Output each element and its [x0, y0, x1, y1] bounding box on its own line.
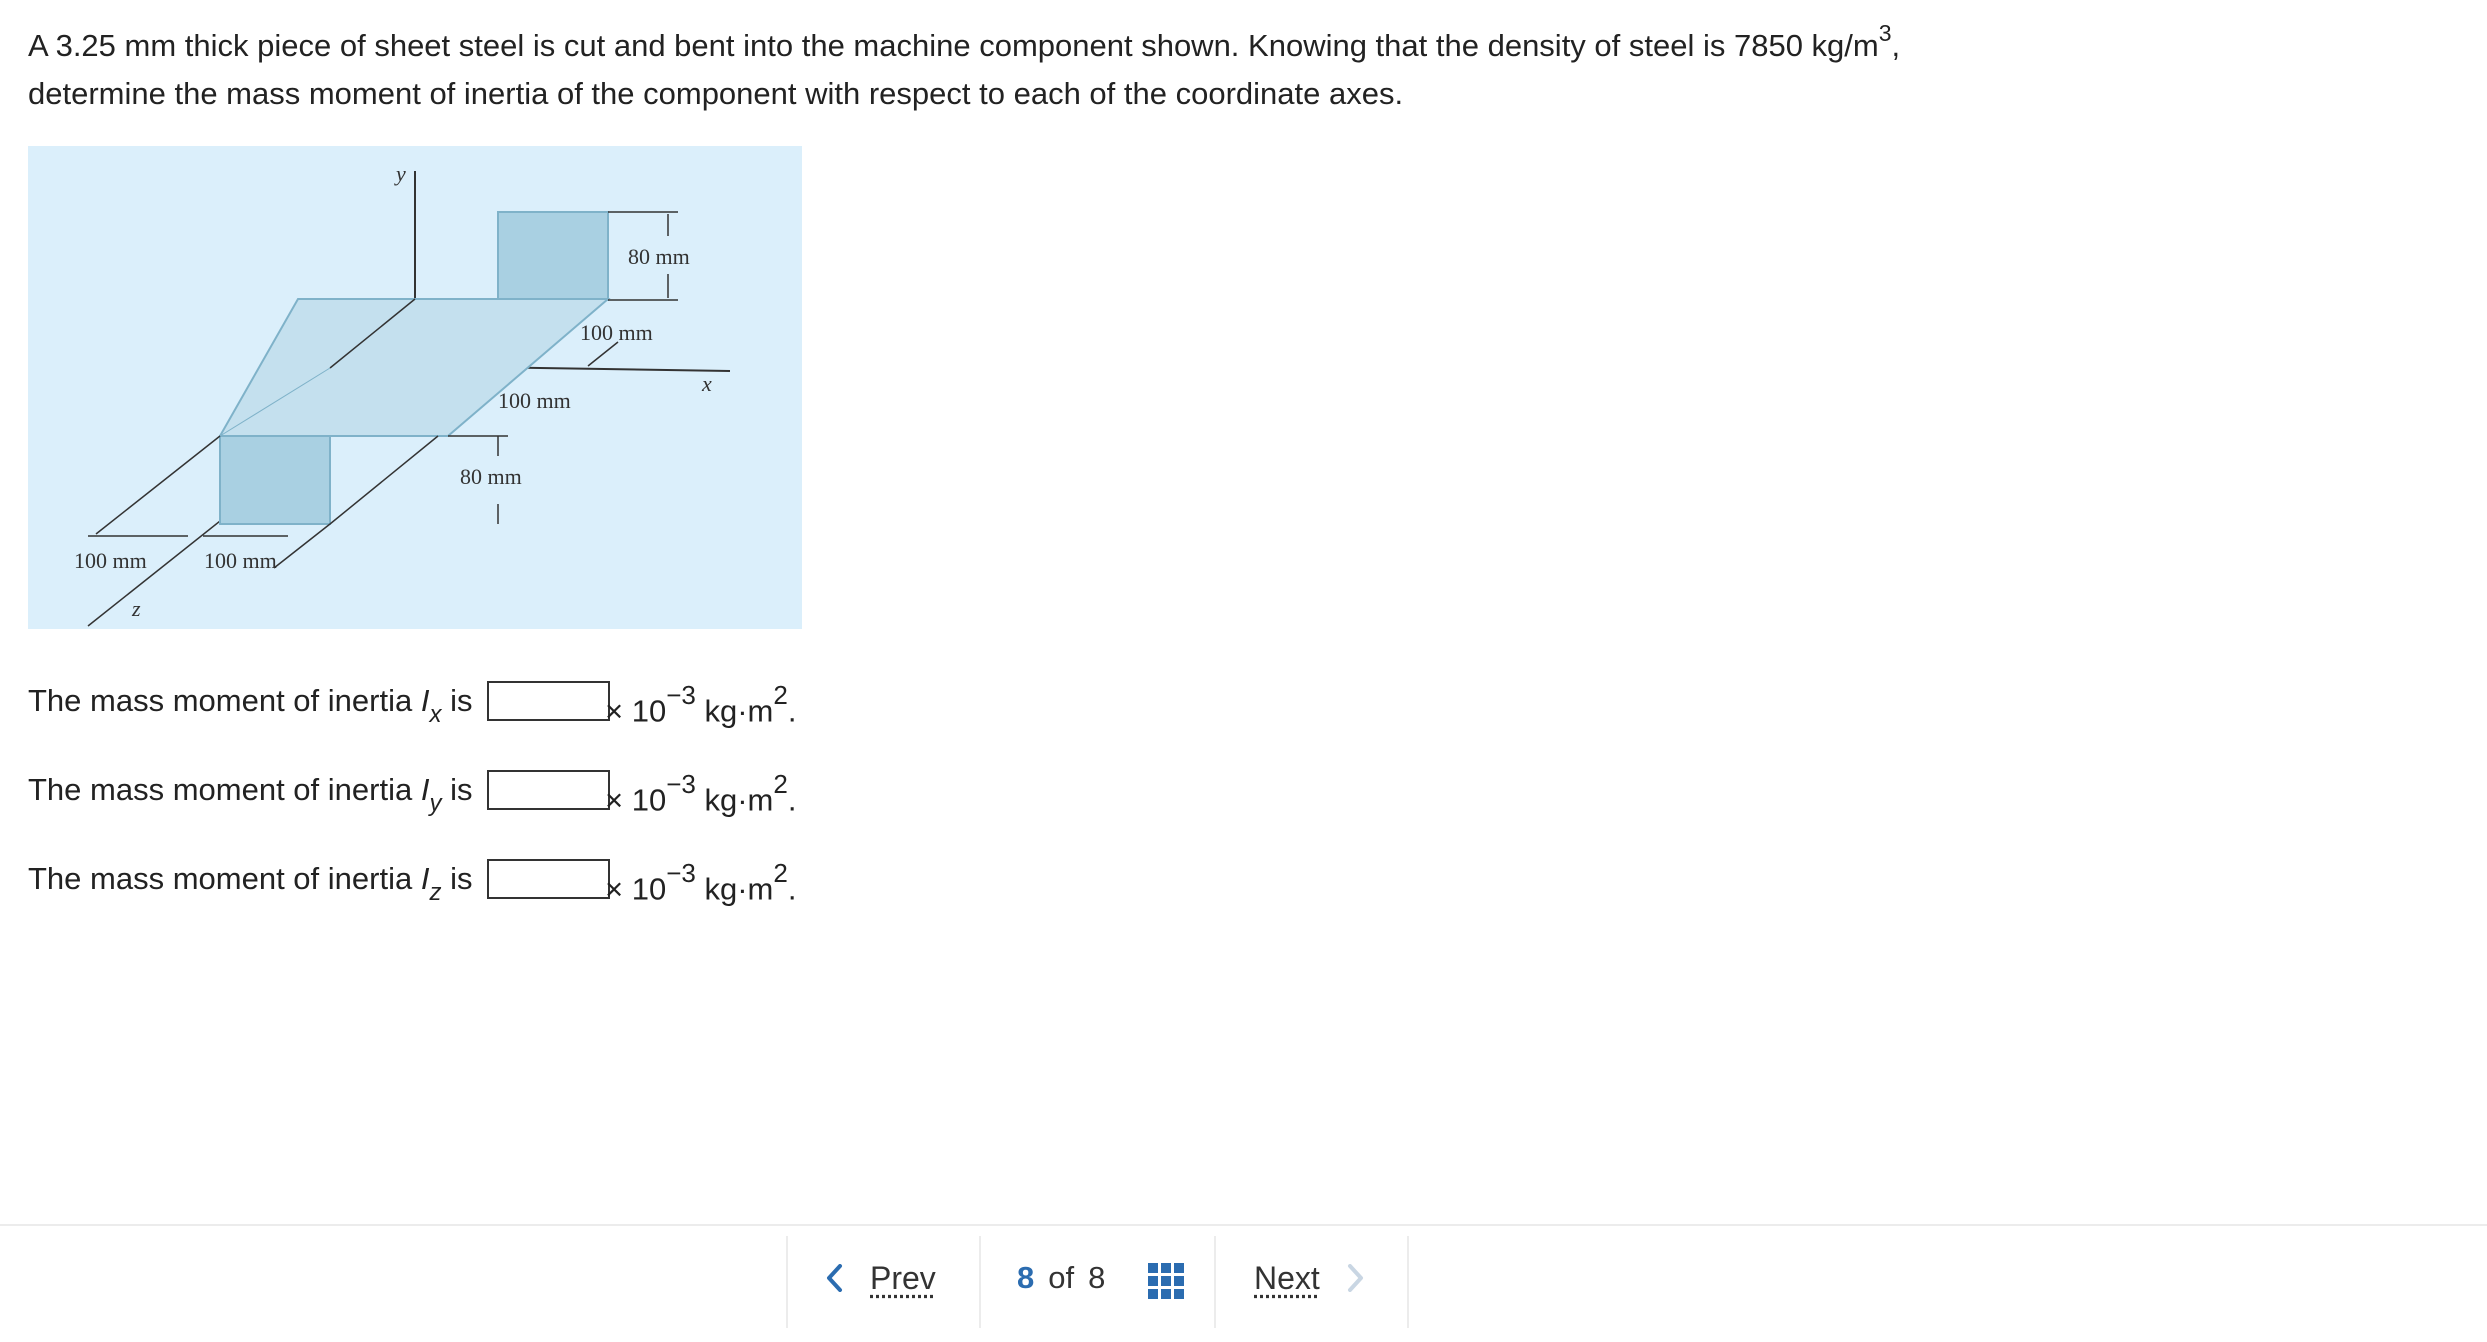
extension-line [274, 524, 330, 568]
machine-component-figure [28, 146, 802, 629]
dim-top-height-label: 80 mm [628, 244, 690, 269]
axis-y-label: y [396, 161, 406, 186]
answer-row-ix [28, 680, 797, 729]
page-counter [1017, 1226, 1105, 1330]
question-text [28, 19, 1908, 118]
answer-unit: × $10^{-3}$ $kg\cdot m^2$. [605, 769, 797, 818]
iy-input[interactable] [487, 770, 610, 810]
front-vertical-plate [220, 436, 330, 524]
axis-x-label: x [702, 371, 712, 396]
top-vertical-plate [498, 212, 608, 300]
chevron-left-icon [824, 1226, 844, 1330]
page-of-label: of [1048, 1260, 1075, 1295]
dim-front-height-label: 80 mm [460, 464, 522, 489]
nav-separator [786, 1236, 788, 1328]
chevron-right-icon [1346, 1226, 1366, 1330]
question-text-sup: 3 [1878, 19, 1892, 46]
dim-top-width-label: 100 mm [580, 320, 653, 345]
extension-line [96, 436, 220, 534]
answer-unit: × $10^{-3}$ $kg\cdot m^2$. [605, 680, 797, 729]
nav-separator [1407, 1236, 1409, 1328]
next-label: Next [1254, 1259, 1320, 1296]
dim-arrow [588, 342, 618, 366]
answer-label: The mass moment of inertia $I_z$ is [28, 861, 473, 907]
axis-z-label: z [132, 596, 141, 621]
answer-label: The mass moment of inertia $I_x$ is [28, 683, 473, 729]
answer-row-iz [28, 858, 797, 907]
iz-input[interactable] [487, 859, 610, 899]
prev-button[interactable] [824, 1226, 936, 1330]
question-text-part2: , determine the mass moment of inertia of the component with respect to each of the coordinate axes. [28, 28, 1901, 111]
prev-label: Prev [870, 1259, 936, 1296]
question-text-part1: A 3.25 mm thick piece of sheet steel is cut and bent into the machine component shown. Knowing that the density of steel is 7850 kg/m [28, 28, 1879, 63]
current-page: 8 [1017, 1260, 1035, 1295]
extension-line [330, 436, 438, 524]
footer-divider [0, 1224, 2487, 1226]
nav-separator [979, 1236, 981, 1328]
next-button[interactable] [1254, 1226, 1366, 1330]
nav-separator [1214, 1236, 1216, 1328]
answer-label: The mass moment of inertia $I_y$ is [28, 772, 473, 818]
answer-row-iy [28, 769, 797, 818]
dim-bottom-left-label: 100 mm [74, 548, 147, 573]
dim-mid-width-label: 100 mm [498, 388, 571, 413]
ix-input[interactable] [487, 681, 610, 721]
dim-bottom-right-label: 100 mm [204, 548, 277, 573]
answer-unit: × $10^{-3}$ $kg\cdot m^2$. [605, 858, 797, 907]
total-pages: 8 [1088, 1260, 1106, 1295]
grid-icon[interactable] [1148, 1263, 1184, 1299]
